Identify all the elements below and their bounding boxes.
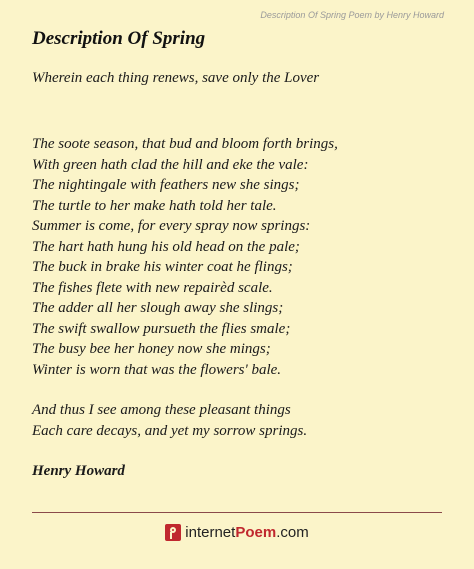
poem-line: Summer is come, for every spray now springs: xyxy=(32,218,311,234)
poem-author: Henry Howard xyxy=(32,463,125,479)
poem-line: The nightingale with feathers new she sings; xyxy=(32,177,300,193)
poem-line: The turtle to her make hath told her tale. xyxy=(32,197,277,214)
logo-prefix: internet xyxy=(185,524,236,541)
stanza-1 xyxy=(32,134,338,380)
poem-line: The adder all her slough away she slings; xyxy=(32,300,284,316)
poem-line: The hart hath hung his old head on the pale; xyxy=(32,238,300,255)
header-attribution: Description Of Spring Poem by Henry Howard xyxy=(260,10,444,20)
internetpoem-logo-icon xyxy=(165,524,181,541)
poem-line: And thus I see among these pleasant things xyxy=(32,402,291,418)
stanza-2 xyxy=(32,400,307,441)
poem-line: The fishes flete with new repairèd scale. xyxy=(32,279,273,296)
poem-line: The buck in brake his winter coat he flings; xyxy=(32,259,293,275)
poem-line: With green hath clad the hill and eke the vale: xyxy=(32,156,309,173)
poem-subtitle: Wherein each thing renews, save only the Lover xyxy=(32,70,320,86)
poem-line: The soote season, that bud and bloom forth brings, xyxy=(32,136,338,152)
site-logo[interactable] xyxy=(0,524,474,541)
logo-suffix: .com xyxy=(276,524,309,541)
poem-line: Each care decays, and yet my sorrow springs. xyxy=(32,422,308,439)
poem-line: The busy bee her honey now she mings; xyxy=(32,341,271,357)
logo-text xyxy=(185,524,308,541)
poem-line: Winter is worn that was the flowers' bale. xyxy=(32,361,282,378)
footer-divider xyxy=(32,512,442,513)
poem-line: The swift swallow pursueth the flies smale; xyxy=(32,320,291,337)
poem-title: Description Of Spring xyxy=(32,28,206,49)
logo-accent: Poem xyxy=(235,524,277,541)
